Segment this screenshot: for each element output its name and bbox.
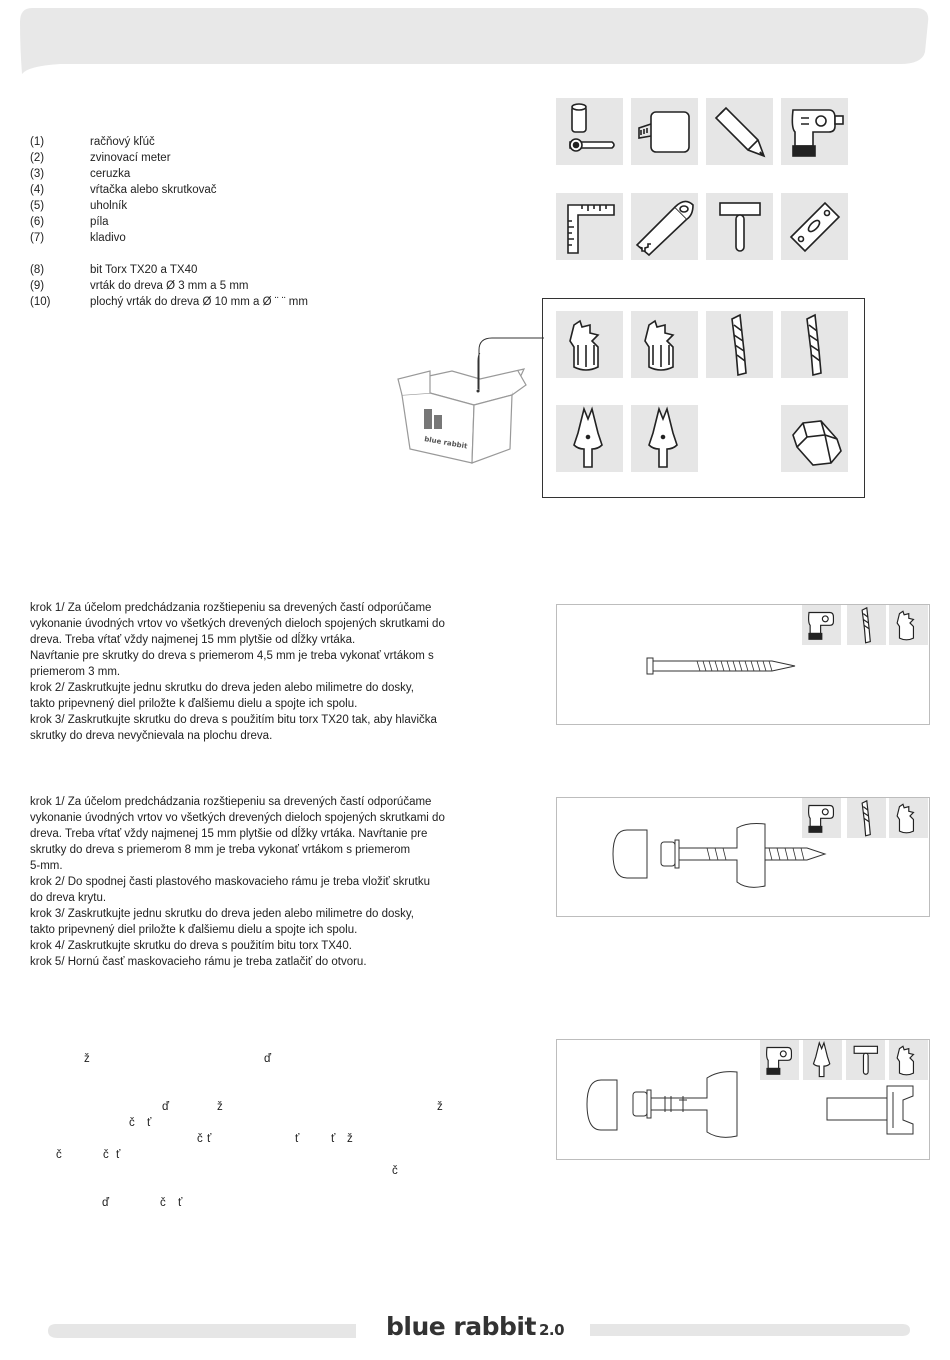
hex-nut-icon [781,405,848,472]
text-fragment: ž [84,1053,90,1065]
footer-bar-right [590,1320,912,1340]
drill-icon [802,798,841,838]
tool-item: (2) zvinovací meter [30,152,171,164]
wood-drill-bit-icon [847,605,886,645]
ratchet-wrench-icon [556,98,623,165]
text-fragment: č [392,1165,398,1177]
text-fragment: ž [347,1133,353,1145]
text-fragment: ď [102,1197,110,1209]
text-fragment: ž [217,1101,223,1113]
text-fragment: ď [162,1101,170,1113]
assembly-step-section-1: krok 1/ Za účelom predchádzania rozštiepeniu sa drevených častí odporúčame vykonanie úvodných vrtov vo všetkých drevených dieloch spojených skrutkami do dreva. Treba vŕtať vždy najmenej 15 mm plytšie od dĺžky vrtáka. Navŕtanie pre skrutky do dreva s priemerom 4,5 mm je treba vykonať vrtákom s priemerom 3 mm. krok 2/ Zaskrutkujte jednu skrutku do dreva jeden alebo milimetre do dosky, takto pripevnený diel priložte k ďalšiemu dielu a spojte ich spolu. krok 3/ Zaskrutkujte skrutku do dreva s použitím bitu torx TX20 tak, aby hlavička skrutky do dreva nevyčnievala na plochu dreva. [30,602,445,742]
callout-line [478,336,544,396]
wood-drill-bit-icon [847,798,886,838]
saw-icon [631,193,698,260]
text-fragment: č [160,1197,166,1209]
assembly-step-section-2: krok 1/ Za účelom predchádzania rozštiepeniu sa drevených častí odporúčame vykonanie úvodných vrtov vo všetkých drevených dieloch spojených skrutkami do dreva. Treba vŕtať vždy najmenej 15 mm plytšie od dĺžky vrtáka. Navŕtanie pre skrutky do dreva s priemerom 8 mm je treba vykonať vrtákom s priemerom 5-mm. krok 2/ Do spodnej časti plastového maskovacieho rámu je treba vložiť skrutku do dreva krytu. krok 3/ Zaskrutkujte jednu skrutku do dreva jeden alebo milimetre do dosky, takto pripevnený diel priložte k ďalšiemu dielu a spojte ich spolu. krok 4/ Zaskrutkujte skrutku do dreva s použitím bitu torx TX40. krok 5/ Hornú časť maskovacieho rámu je treba zatlačiť do otvoru. [30,796,445,968]
drill-icon [760,1040,799,1080]
torx-bit-icon [631,311,698,378]
tool-item: (1) račňový kľúč [30,136,155,148]
footer-bar-left [46,1322,356,1344]
wood-drill-bit-icon [706,311,773,378]
text-fragment: č [129,1117,135,1129]
text-fragment: ť [295,1133,300,1145]
drill-icon [781,98,848,165]
bit-item: (9) vrták do dreva Ø 3 mm a 5 mm [30,280,249,292]
text-fragment: ť [178,1197,183,1209]
tool-list [30,134,308,310]
tool-item: (4) vŕtačka alebo skrutkovač [30,184,217,196]
torx-bit-icon [889,1040,928,1080]
spade-bit-icon [803,1040,842,1080]
drill-icon [802,605,841,645]
hammer-icon [846,1040,885,1080]
text-fragment: ď [264,1053,272,1065]
text-fragment: č [197,1133,203,1145]
torx-bit-icon [556,311,623,378]
hammer-icon [706,193,773,260]
box-logo: blue rabbit [423,435,468,451]
bit-item: (10) plochý vrták do dreva Ø 10 mm a Ø ¨ ¨ mm [30,296,308,308]
text-fragment: ž [437,1101,443,1113]
pencil-icon [706,98,773,165]
torx-bit-icon [889,798,928,838]
text-fragment: ť [207,1133,212,1145]
spade-bit-icon [631,405,698,472]
tool-item: (5) uholník [30,200,128,212]
tool-item: (3) ceruzka [30,168,131,180]
torx-bit-icon [889,605,928,645]
brand-logo: blue rabbit 2.0 [386,1312,565,1341]
bit-item: (8) bit Torx TX20 a TX40 [30,264,198,276]
square-ruler-icon [556,193,623,260]
spade-bit-icon [556,405,623,472]
text-fragment: ť [116,1149,121,1161]
text-fragment: ť [147,1117,152,1129]
text-fragment: ť [331,1133,336,1145]
header-banner [20,8,930,74]
tool-item: (7) kladivo [30,232,126,244]
text-fragment: č [56,1149,62,1161]
wood-drill-bit-icon [781,311,848,378]
tape-measure-icon [631,98,698,165]
text-fragment: č [103,1149,109,1161]
spirit-level-icon [781,193,848,260]
tool-item: (6) píla [30,216,109,228]
